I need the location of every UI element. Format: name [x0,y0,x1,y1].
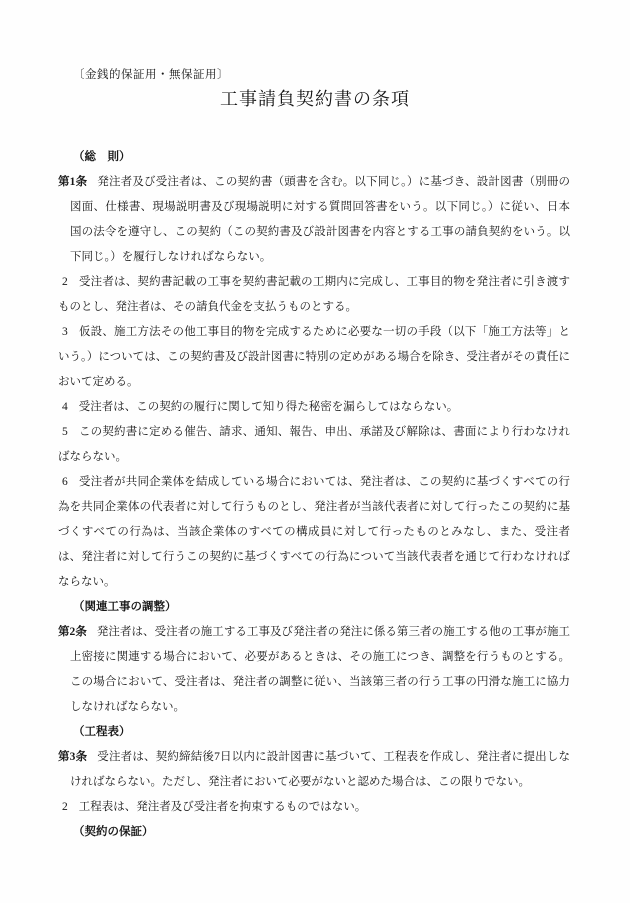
article-3-number: 第3条 [58,751,88,763]
subclause-text: 受注者が共同企業体を結成している場合においては、発注者は、この契約に基づくすべての行為を共同企業体の代表者に対して行うものとし、発注者が当該代表者に対して行ったこの契約に基づくすべての行為は、当該企業体のすべての構成員に対して行ったものとみなし、また、受注者は、発注者に対して行うこの契約に基づくすべての行為について当該代表者を通じて行わなければならない。 [58,476,570,588]
subclause-number: 2 [62,276,68,288]
article-1-paragraph [58,170,570,270]
subclause-text: 工程表は、発注者及び受注者を拘束するものではない。 [78,801,367,813]
document-title: 工事請負契約書の条項 [220,89,410,109]
article-1-number: 第1条 [58,176,88,188]
article-1-subclause-6 [58,470,570,595]
article-3-paragraph [58,745,570,795]
article-1-subclause-4 [58,395,570,420]
section-heading-related-works: （関連工事の調整） [73,601,177,613]
article-1-subclause-5 [58,420,570,470]
subclause-number: 5 [62,426,68,438]
subclause-number: 3 [62,326,68,338]
section-heading-schedule: （工程表） [73,726,131,738]
subclause-number: 4 [62,401,68,413]
section-heading-contract-guarantee: （契約の保証） [73,826,154,838]
subclause-number: 6 [62,476,68,488]
subclause-text: この契約書に定める催告、請求、通知、報告、申出、承諾及び解除は、書面により行わなければならない。 [58,426,570,463]
subclause-number: 2 [62,801,68,813]
article-1-subclause-3 [58,320,570,395]
article-2-text: 発注者は、受注者の施工する工事及び発注者の発注に係る第三者の施工する他の工事が施工上密接に関連する場合において、必要があるときは、その施工につき、調整を行うものとする。この場合において、受注者は、発注者の調整に従い、当該第三者の行う工事の円滑な施工に協力しなければならない。 [70,626,570,713]
subclause-text: 仮設、施工方法その他工事目的物を完成するために必要な一切の手段（以下「施工方法等」という。）については、この契約書及び設計図書に特別の定めがある場合を除き、受注者がその責任において定める。 [58,326,570,388]
article-1-text: 発注者及び受注者は、この契約書（頭書を含む。以下同じ。）に基づき、設計図書（別冊の図面、仕様書、現場説明書及び現場説明に対する質問回答書をいう。以下同じ。）に従い、日本国の法令を遵守し、この契約（この契約書及び設計図書を内容とする工事の請負契約をいう。以下同じ。）を履行しなければならない。 [70,176,570,263]
article-2-number: 第2条 [58,626,87,638]
article-2-paragraph [58,620,570,720]
article-3-text: 受注者は、契約締結後7日以内に設計図書に基づいて、工程表を作成し、発注者に提出しなければならない。ただし、発注者において必要がないと認めた場合は、この限りでない。 [70,751,571,788]
subclause-text: 受注者は、この契約の履行に関して知り得た秘密を漏らしてはならない。 [78,401,459,413]
article-1-subclause-2 [58,270,570,320]
section-heading-general: （総 則） [73,151,131,163]
document-body [58,145,570,845]
article-3-subclause-2 [58,795,570,820]
subclause-text: 受注者は、契約書記載の工事を契約書記載の工期内に完成し、工事目的物を発注者に引き渡すものとし、発注者は、その請負代金を支払うものとする。 [58,276,570,313]
classification-label: 〔金銭的保証用・無保証用〕 [73,69,229,81]
